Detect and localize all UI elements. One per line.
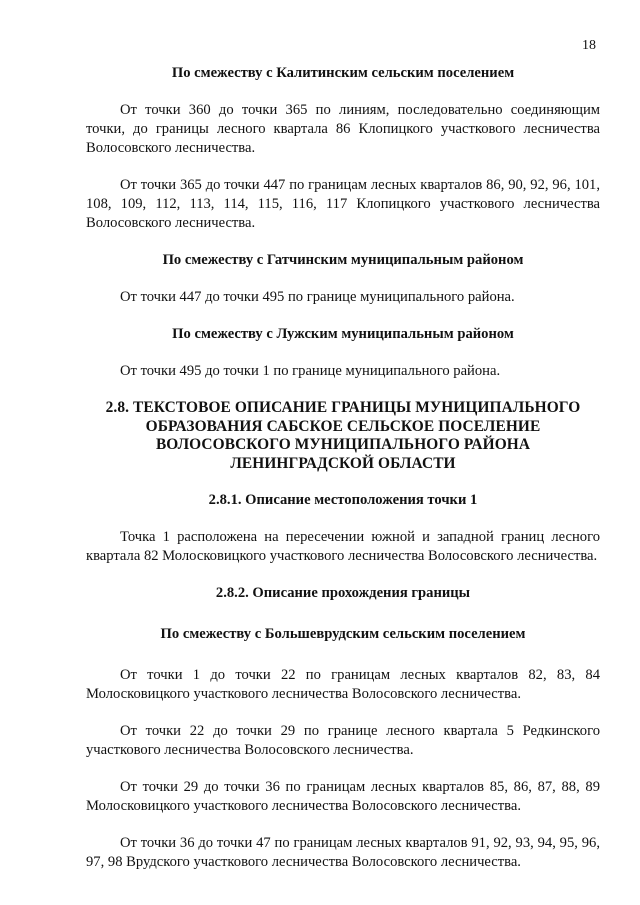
section-heading-kalitinskoe: По смежеству с Калитинским сельским поселением <box>171 65 515 81</box>
paragraph: От точки 29 до точки 36 по границам лесных кварталов 85, 86, 87, 88, 89 Молосковицкого участкового лесничества Волосовского лесничества. <box>86 779 600 814</box>
section-heading-gatchinsky: По смежеству с Гатчинским муниципальным районом <box>162 252 524 268</box>
paragraph: От точки 22 до точки 29 по границе лесного квартала 5 Редкинского участкового лесничества Волосовского лесничества. <box>86 723 600 758</box>
section-title-line: 2.8. ТЕКСТОВОЕ ОПИСАНИЕ ГРАНИЦЫ МУНИЦИПАЛЬНОГО <box>105 399 581 416</box>
paragraph: От точки 495 до точки 1 по границе муниципального района. <box>120 363 501 379</box>
page-content <box>86 64 600 872</box>
paragraph: От точки 360 до точки 365 по линиям, последовательно соединяющим точки, до границы лесного квартала 86 Клопицкого участкового лесничества Волосовского лесничества. <box>86 102 600 156</box>
paragraph: От точки 36 до точки 47 по границам лесных кварталов 91, 92, 93, 94, 95, 96, 97, 98 Врудского участкового лесничества Волосовского лесничества. <box>86 835 600 870</box>
subsection-heading-point-1: 2.8.1. Описание местоположения точки 1 <box>208 492 478 508</box>
section-title-line: ОБРАЗОВАНИЯ САБСКОЕ СЕЛЬСКОЕ ПОСЕЛЕНИЕ <box>145 417 541 435</box>
paragraph: От точки 447 до точки 495 по границе муниципального района. <box>120 289 515 305</box>
section-title <box>86 399 600 473</box>
paragraph: Точка 1 расположена на пересечении южной и западной границ лесного квартала 82 Молосковицкого участкового лесничества Волосовского лесничества. <box>86 529 600 564</box>
subsection-heading-boundary: 2.8.2. Описание прохождения границы <box>215 585 471 601</box>
section-heading-luzhsky: По смежеству с Лужским муниципальным районом <box>172 326 514 342</box>
section-heading-bolshevrudskoe: По смежеству с Большеврудским сельским поселением <box>160 626 526 642</box>
section-title-line: ЛЕНИНГРАДСКОЙ ОБЛАСТИ <box>230 454 456 472</box>
page-number: 18 <box>582 38 596 53</box>
paragraph: От точки 1 до точки 22 по границам лесных кварталов 82, 83, 84 Молосковицкого участкового лесничества Волосовского лесничества. <box>86 667 600 702</box>
paragraph: От точки 365 до точки 447 по границам лесных кварталов 86, 90, 92, 96, 101, 108, 109, 112, 113, 114, 115, 116, 117 Клопицкого участкового лесничества Волосовского лесничества. <box>86 177 600 231</box>
section-title-line: ВОЛОСОВСКОГО МУНИЦИПАЛЬНОГО РАЙОНА <box>155 436 531 453</box>
